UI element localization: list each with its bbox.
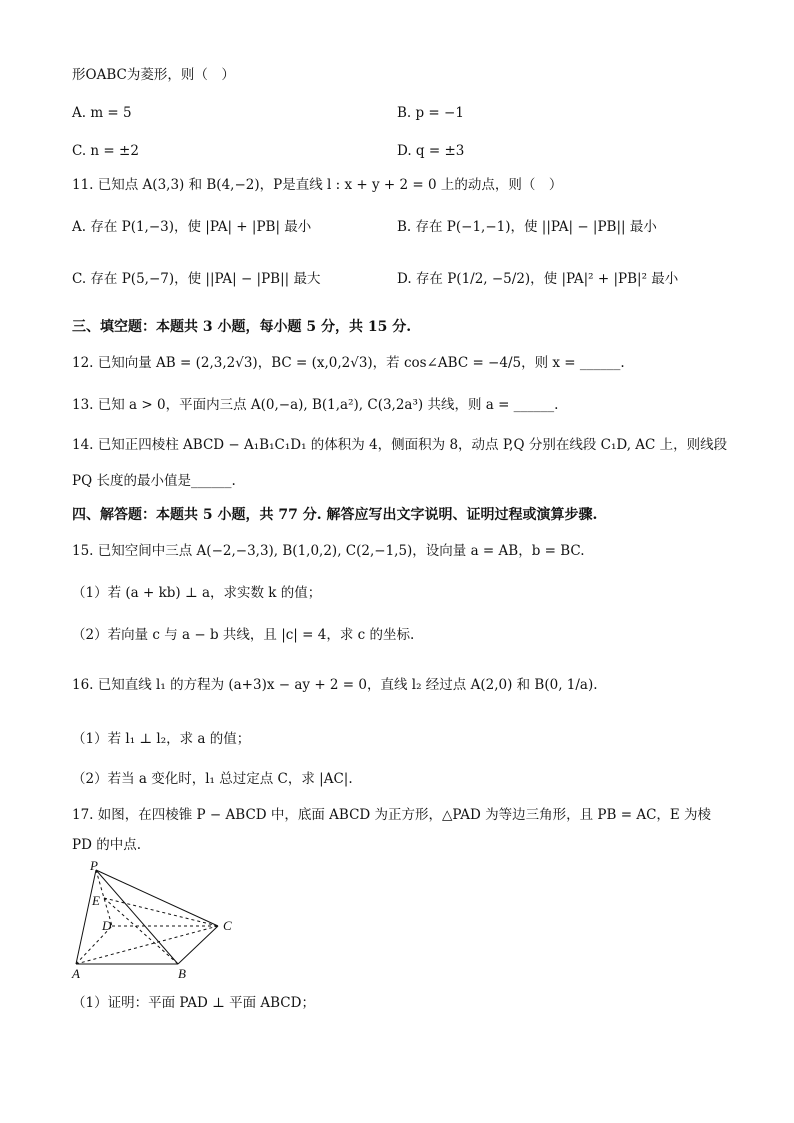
q15-part2: （2）若向量 c 与 a − b 共线，且 |c| = 4，求 c 的坐标. <box>72 627 415 643</box>
q11-option-d: D. 存在 P(1/2, −5/2)，使 |PA|² + |PB|² 最小 <box>397 271 679 287</box>
q12: 12. 已知向量 AB = (2,3,2√3)，BC = (x,0,2√3)，若 cos∠ABC = −4/5，则 x = ______. <box>72 355 625 371</box>
q13: 13. 已知 a > 0，平面内三点 A(0,−a), B(1,a²), C(3,2a³) 共线，则 a = ______. <box>72 397 559 413</box>
label-b: B <box>178 966 186 981</box>
q17-part1: （1）证明：平面 PAD ⊥ 平面 ABCD； <box>72 995 315 1011</box>
q15-stem: 15. 已知空间中三点 A(−2,−3,3), B(1,0,2), C(2,−1,5)，设向量 a = AB，b = BC. <box>72 543 585 559</box>
q14-line2: PQ 长度的最小值是______. <box>72 473 236 489</box>
q16-part1: （1）若 l₁ ⊥ l₂，求 a 的值； <box>72 731 251 747</box>
label-p: P <box>90 858 98 873</box>
q10-option-c: C. n = ±2 <box>72 143 139 159</box>
q11-stem: 11. 已知点 A(3,3) 和 B(4,−2)，P是直线 l : x + y + 2 = 0 上的动点，则（ ） <box>72 177 563 193</box>
q17-line1: 17. 如图，在四棱锥 P − ABCD 中，底面 ABCD 为正方形，△PAD 为等边三角形，且 PB = AC，E 为棱 <box>72 807 712 823</box>
q16-stem: 16. 已知直线 l₁ 的方程为 (a+3)x − ay + 2 = 0，直线 l₂ 经过点 A(2,0) 和 B(0, 1/a). <box>72 677 598 693</box>
pyramid-figure <box>66 858 246 986</box>
label-c: C <box>223 918 232 933</box>
q17-line2: PD 的中点. <box>72 837 141 853</box>
section-4-heading: 四、解答题：本题共 5 小题，共 77 分. 解答应写出文字说明、证明过程或演算步骤. <box>72 507 598 523</box>
q10-option-d: D. q = ±3 <box>397 143 465 159</box>
q10-option-b: B. p = −1 <box>397 105 464 121</box>
q14-line1: 14. 已知正四棱柱 ABCD − A₁B₁C₁D₁ 的体积为 4，侧面积为 8，动点 P,Q 分别在线段 C₁D, AC 上，则线段 <box>72 437 728 453</box>
q11-option-a: A. 存在 P(1,−3)，使 |PA| + |PB| 最小 <box>72 219 312 235</box>
section-3-heading: 三、填空题：本题共 3 小题，每小题 5 分，共 15 分. <box>72 319 412 335</box>
q10-tail: 形OABC为菱形，则（ ） <box>72 67 235 83</box>
label-d: D <box>102 918 112 933</box>
q15-part1: （1）若 (a + kb) ⊥ a，求实数 k 的值； <box>72 585 322 601</box>
q10-option-a: A. m = 5 <box>72 105 132 121</box>
q11-option-c: C. 存在 P(5,−7)，使 ||PA| − |PB|| 最大 <box>72 271 321 287</box>
q11-option-b: B. 存在 P(−1,−1)，使 ||PA| − |PB|| 最小 <box>397 219 657 235</box>
label-a: A <box>72 966 80 981</box>
q16-part2: （2）若当 a 变化时，l₁ 总过定点 C，求 |AC|. <box>72 771 353 787</box>
label-e: E <box>92 893 100 908</box>
